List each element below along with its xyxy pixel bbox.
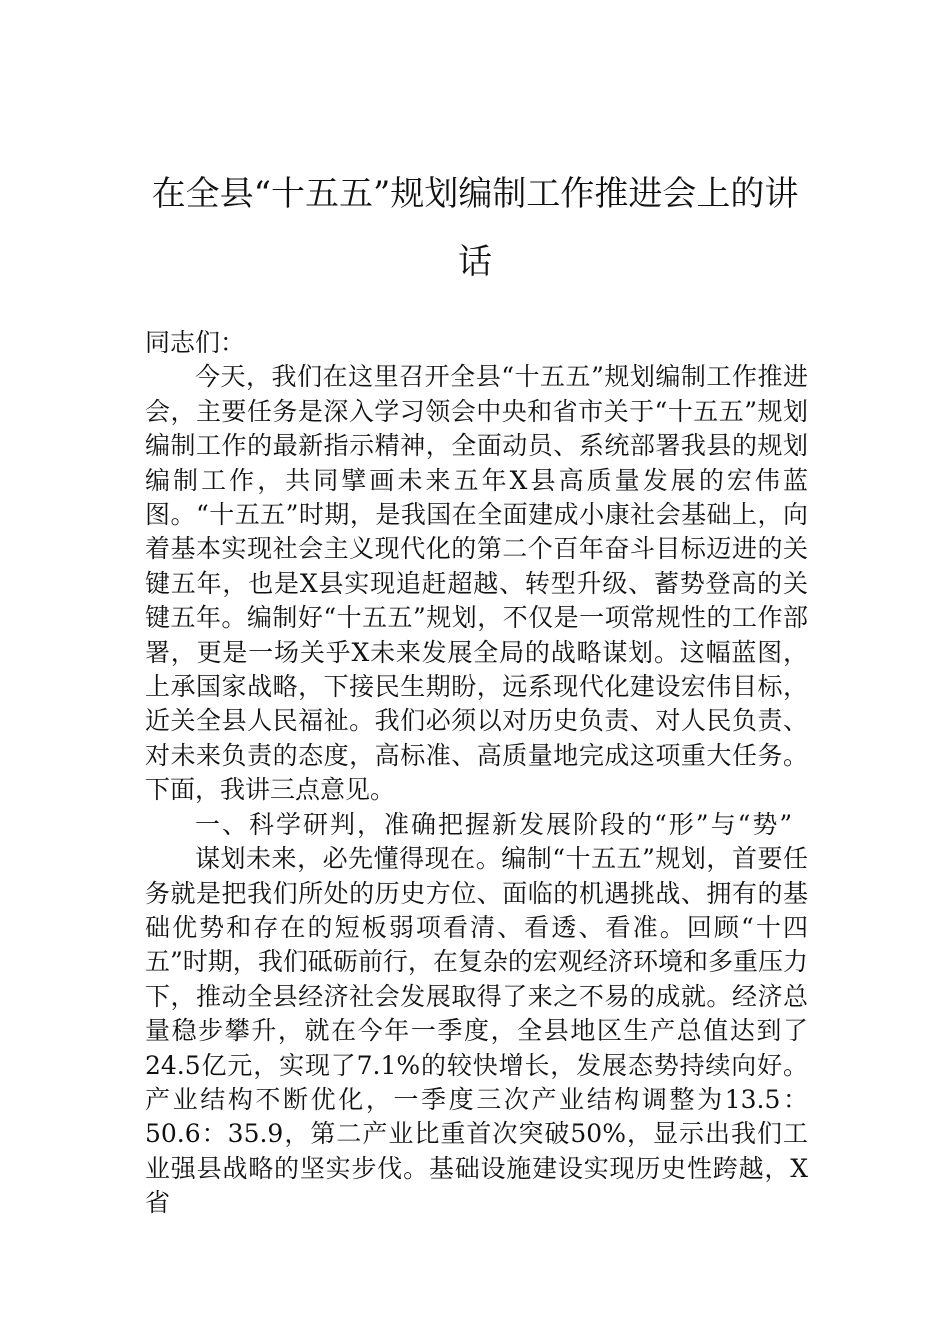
document-body	[145, 326, 808, 1221]
section-1-paragraph: 谋划未来，必先懂得现在。编制“十五五”规划，首要任务就是把我们所处的历史方位、面临的机遇挑战、拥有的基础优势和存在的短板弱项看清、看透、看准。回顾“十四五”时期，我们砥砺前行，在复杂的宏观经济环境和多重压力下，推动全县经济社会发展取得了来之不易的成就。经济总量稳步攀升，就在今年一季度，全县地区生产总值达到了24.5亿元，实现了7.1%的较快增长，发展态势持续向好。产业结构不断优化，一季度三次产业结构调整为13.5：50.6：35.9，第二产业比重首次突破50%，显示出我们工业强县战略的坚实步伐。基础设施建设实现历史性跨越，X省	[145, 844, 808, 1218]
salutation: 同志们：	[145, 328, 246, 357]
intro-paragraph: 今天，我们在这里召开全县“十五五”规划编制工作推进会，主要任务是深入学习领会中央和省市关于“十五五”规划编制工作的最新指示精神，全面动员、系统部署我县的规划编制工作，共同擘画未来五年X县高质量发展的宏伟蓝图。“十五五”时期，是我国在全面建成小康社会基础上，向着基本实现社会主义现代化的第二个百年奋斗目标迈进的关键五年，也是X县实现追赶超越、转型升级、蓄势登高的关键五年。编制好“十五五”规划，不仅是一项常规性的工作部署，更是一场关乎X未来发展全局的战略谋划。这幅蓝图，上承国家战略，下接民生期盼，远系现代化建设宏伟目标，近关全县人民福祉。我们必须以对历史负责、对人民负责、对未来负责的态度，高标准、高质量地完成这项重大任务。下面，我讲三点意见。	[145, 362, 808, 805]
document-title: 在全县“十五五”规划编制工作推进会上的讲话	[151, 174, 799, 282]
section-heading-1: 一、科学研判，准确把握新发展阶段的“形”与“势”	[195, 809, 795, 839]
